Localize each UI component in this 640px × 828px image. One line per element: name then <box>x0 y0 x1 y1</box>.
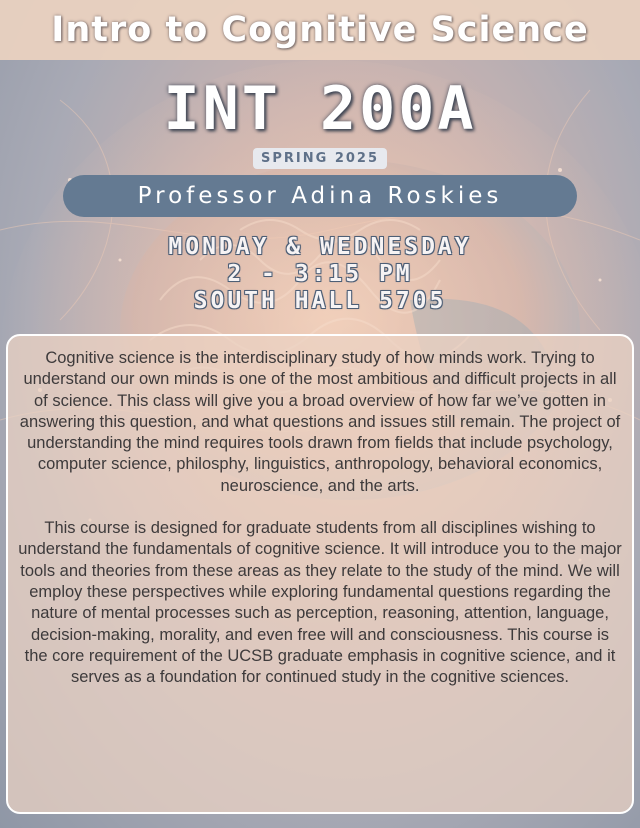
schedule-time: 2 - 3:15 PM <box>227 261 413 287</box>
schedule-block <box>0 234 640 315</box>
schedule-days: MONDAY & WEDNESDAY <box>168 234 472 260</box>
title-banner <box>0 0 640 60</box>
professor-name: Professor Adina Roskies <box>137 183 503 209</box>
description-paragraph-1: Cognitive science is the interdisciplinary study of how minds work. Trying to understand our own minds is one of the most ambitious and difficult projects in all of science. This class will give you a broad overview of how far we’ve gotten in answering this question, and what questions and issues still remain. The project of understanding the mind requires tools drawn from fields that include psychology, computer science, philosphy, linguistics, anthropology, behavioral economics, neuroscience, and the arts. <box>19 349 621 495</box>
term-badge-wrapper <box>0 147 640 169</box>
description-paragraph-2: This course is designed for graduate students from all disciplines wishing to understand the fundamentals of cognitive science. It will introduce you to the major tools and theories from these areas as they relate to the study of the mind. We will employ these perspectives while exploring fundamental questions regarding the nature of mental processes such as perception, reasoning, attention, language, decision-making, morality, and even free will and consciousness. This course is the core requirement of the UCSB graduate emphasis in cognitive science, and it serves as a foundation for continued study in the cognitive sciences. <box>18 519 622 687</box>
term-badge: SPRING 2025 <box>253 148 387 169</box>
course-title: Intro to Cognitive Science <box>51 10 589 50</box>
course-description-box <box>6 334 634 814</box>
course-code: INT 200A <box>163 74 477 144</box>
schedule-location: SOUTH HALL 5705 <box>193 288 447 314</box>
professor-pill <box>63 175 577 217</box>
